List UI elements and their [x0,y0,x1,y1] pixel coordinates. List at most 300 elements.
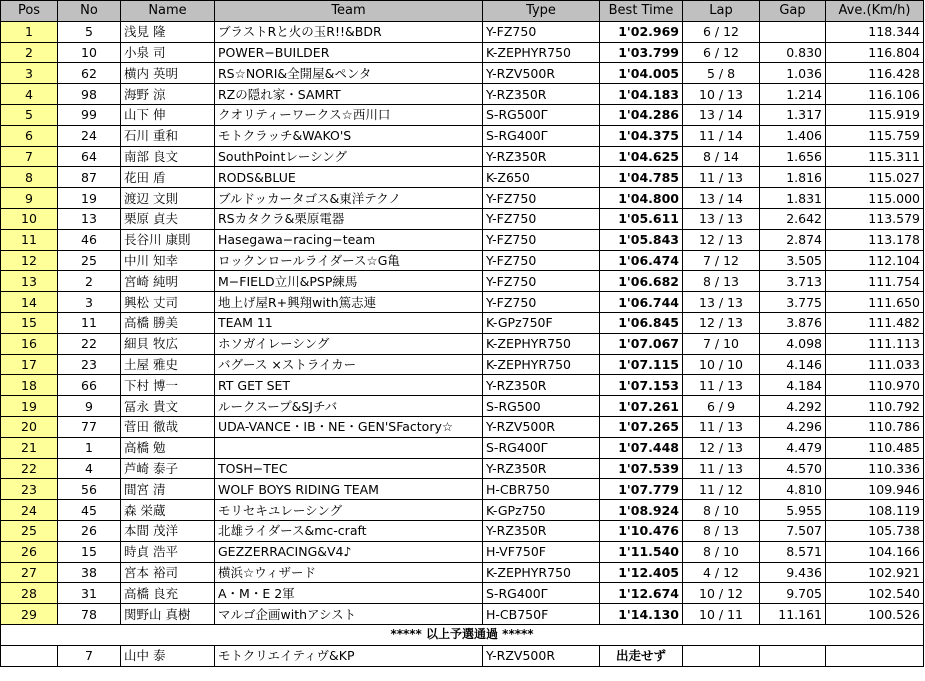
cell-pos: 26 [1,541,58,562]
cell-gap: 0.830 [760,42,826,63]
table-row [1,541,924,562]
cell-lap: 8 / 14 [683,146,760,167]
cell-gap: 11.161 [760,604,826,625]
cell-type: Y-FZ750 [483,250,600,271]
cell-gap: 3.876 [760,312,826,333]
table-row [1,354,924,375]
cell-team [215,437,483,458]
cell-pos: 3 [1,63,58,84]
cell-name: 横内 英明 [121,63,215,84]
cell-no: 2 [58,271,121,292]
cell-best: 1'04.785 [600,167,683,188]
cell-name: 高橋 良充 [121,583,215,604]
cell-best: 1'11.540 [600,541,683,562]
cell-team: ルークスープ&SJチバ [215,396,483,417]
cell-name: 本間 茂洋 [121,520,215,541]
table-row [1,271,924,292]
cell-ave: 110.970 [826,375,924,396]
cell-name: 南部 良文 [121,146,215,167]
separator-row [1,624,924,645]
cell-ave: 116.804 [826,42,924,63]
cell-ave: 111.113 [826,333,924,354]
qualified-separator: ***** 以上予選通過 ***** [1,624,924,645]
table-row [1,375,924,396]
cell-name: 高橋 勉 [121,437,215,458]
cell-ave: 102.540 [826,583,924,604]
cell-type: S-RG400Γ [483,583,600,604]
cell-pos: 8 [1,167,58,188]
cell-lap: 11 / 13 [683,375,760,396]
cell-team: M−FIELD立川&PSP練馬 [215,271,483,292]
cell-name: 土屋 雅史 [121,354,215,375]
cell-lap: 11 / 13 [683,167,760,188]
cell-lap: 6 / 12 [683,21,760,42]
cell-team: Hasegawa−racing−team [215,229,483,250]
cell-name: 渡辺 文則 [121,188,215,209]
cell-ave: 111.033 [826,354,924,375]
cell-pos: 13 [1,271,58,292]
cell-best: 1'04.375 [600,125,683,146]
cell-lap: 12 / 13 [683,312,760,333]
cell-best: 1'04.800 [600,188,683,209]
cell-name: 山下 伸 [121,104,215,125]
cell-team: A・M・E 2軍 [215,583,483,604]
header-pos: Pos [1,1,58,22]
cell-name: 時貞 浩平 [121,541,215,562]
cell-team: モトクリエイティヴ&KP [215,645,483,666]
cell-type: H-CB750F [483,604,600,625]
cell-type: H-VF750F [483,541,600,562]
cell-lap: 8 / 13 [683,520,760,541]
cell-pos [1,645,58,666]
cell-lap: 13 / 14 [683,188,760,209]
cell-gap: 1.214 [760,84,826,105]
cell-name: 芦崎 泰子 [121,458,215,479]
cell-type: K-Z650 [483,167,600,188]
cell-lap [683,645,760,666]
cell-team: RZの隠れ家・SAMRT [215,84,483,105]
cell-name: 花田 盾 [121,167,215,188]
cell-best: 1'07.539 [600,458,683,479]
cell-gap [760,21,826,42]
cell-ave: 108.119 [826,500,924,521]
cell-lap: 13 / 13 [683,208,760,229]
cell-lap: 4 / 12 [683,562,760,583]
cell-ave: 110.336 [826,458,924,479]
cell-gap: 4.479 [760,437,826,458]
cell-team: UDA-VANCE・IB・NE・GEN'SFactory☆ [215,416,483,437]
cell-status: 出走せず [600,645,683,666]
cell-gap: 4.098 [760,333,826,354]
cell-team: ロックンロールライダース☆G亀 [215,250,483,271]
results-body [1,21,924,624]
cell-name: 冨永 貴文 [121,396,215,417]
cell-name: 山中 泰 [121,645,215,666]
header-gap: Gap [760,1,826,22]
cell-gap: 4.810 [760,479,826,500]
cell-ave: 116.106 [826,84,924,105]
cell-pos: 10 [1,208,58,229]
cell-type: Y-RZ350R [483,146,600,167]
cell-type: K-ZEPHYR750 [483,333,600,354]
cell-lap: 7 / 10 [683,333,760,354]
cell-pos: 6 [1,125,58,146]
cell-pos: 25 [1,520,58,541]
cell-no: 66 [58,375,121,396]
table-row [1,333,924,354]
cell-no: 78 [58,604,121,625]
cell-ave: 112.104 [826,250,924,271]
cell-best: 1'10.476 [600,520,683,541]
cell-lap: 10 / 11 [683,604,760,625]
cell-best: 1'07.261 [600,396,683,417]
cell-name: 浅見 隆 [121,21,215,42]
cell-best: 1'14.130 [600,604,683,625]
cell-name: 間宮 清 [121,479,215,500]
cell-best: 1'04.005 [600,63,683,84]
cell-pos: 22 [1,458,58,479]
header-type: Type [483,1,600,22]
cell-gap: 9.705 [760,583,826,604]
cell-gap: 1.816 [760,167,826,188]
table-row [1,292,924,313]
cell-lap: 10 / 10 [683,354,760,375]
cell-team: モトクラッチ&WAKO'S [215,125,483,146]
cell-gap: 4.146 [760,354,826,375]
cell-type: Y-RZ350R [483,520,600,541]
cell-type: S-RG400Γ [483,125,600,146]
cell-type: Y-FZ750 [483,21,600,42]
cell-team: POWER−BUILDER [215,42,483,63]
cell-pos: 16 [1,333,58,354]
cell-type: S-RG500 [483,396,600,417]
cell-lap: 10 / 12 [683,583,760,604]
table-row [1,42,924,63]
cell-no: 13 [58,208,121,229]
cell-pos: 20 [1,416,58,437]
cell-pos: 9 [1,188,58,209]
cell-no: 98 [58,84,121,105]
cell-no: 22 [58,333,121,354]
cell-gap: 2.642 [760,208,826,229]
cell-name: 石川 重和 [121,125,215,146]
cell-gap: 1.317 [760,104,826,125]
cell-pos: 24 [1,500,58,521]
cell-best: 1'07.448 [600,437,683,458]
cell-best: 1'06.474 [600,250,683,271]
table-row [1,21,924,42]
table-row [1,84,924,105]
cell-team: TEAM 11 [215,312,483,333]
cell-ave: 115.027 [826,167,924,188]
cell-name: 中川 知幸 [121,250,215,271]
cell-gap: 4.296 [760,416,826,437]
cell-type: Y-RZ350R [483,458,600,479]
cell-team: 横浜☆ウィザード [215,562,483,583]
cell-best: 1'06.845 [600,312,683,333]
cell-pos: 11 [1,229,58,250]
cell-type: Y-FZ750 [483,188,600,209]
cell-lap: 11 / 14 [683,125,760,146]
cell-no: 3 [58,292,121,313]
table-row [1,125,924,146]
cell-type: S-RG400Γ [483,437,600,458]
cell-no: 77 [58,416,121,437]
cell-no: 24 [58,125,121,146]
cell-ave: 109.946 [826,479,924,500]
cell-gap: 5.955 [760,500,826,521]
cell-ave: 110.792 [826,396,924,417]
cell-best: 1'06.744 [600,292,683,313]
table-row [1,104,924,125]
cell-type: H-CBR750 [483,479,600,500]
cell-type: Y-FZ750 [483,208,600,229]
cell-no: 9 [58,396,121,417]
cell-ave: 104.166 [826,541,924,562]
cell-gap: 1.036 [760,63,826,84]
cell-gap: 8.571 [760,541,826,562]
cell-ave: 100.526 [826,604,924,625]
cell-no: 38 [58,562,121,583]
cell-gap: 1.831 [760,188,826,209]
cell-name: 森 栄蔵 [121,500,215,521]
cell-ave: 113.178 [826,229,924,250]
cell-team: バグース ×ストライカー [215,354,483,375]
header-best-time: Best Time [600,1,683,22]
cell-type: K-ZEPHYR750 [483,42,600,63]
cell-best: 1'05.843 [600,229,683,250]
cell-ave: 110.485 [826,437,924,458]
cell-gap: 1.406 [760,125,826,146]
cell-pos: 5 [1,104,58,125]
cell-team: SouthPointレーシング [215,146,483,167]
cell-no: 45 [58,500,121,521]
cell-gap: 3.505 [760,250,826,271]
table-row [1,167,924,188]
table-row [1,229,924,250]
cell-name: 長谷川 康則 [121,229,215,250]
cell-name: 高橋 勝美 [121,312,215,333]
cell-pos: 27 [1,562,58,583]
cell-no: 15 [58,541,121,562]
cell-name: 関野山 真樹 [121,604,215,625]
cell-team: クオリティーワークス☆西川口 [215,104,483,125]
table-row [1,312,924,333]
cell-best: 1'03.799 [600,42,683,63]
cell-name: 宮崎 純明 [121,271,215,292]
cell-team: 北雄ライダース&mc-craft [215,520,483,541]
header-row [1,1,924,22]
cell-lap: 10 / 13 [683,84,760,105]
cell-ave: 102.921 [826,562,924,583]
cell-type: Y-RZV500R [483,416,600,437]
cell-pos: 19 [1,396,58,417]
cell-lap: 8 / 10 [683,500,760,521]
cell-team: モリセキユレーシング [215,500,483,521]
cell-gap: 4.292 [760,396,826,417]
cell-name: 海野 涼 [121,84,215,105]
cell-no: 87 [58,167,121,188]
table-row [1,500,924,521]
cell-team: RSカタクラ&栗原電器 [215,208,483,229]
cell-pos: 12 [1,250,58,271]
table-row [1,250,924,271]
cell-team: ホソガイレーシング [215,333,483,354]
cell-type: Y-RZV500R [483,63,600,84]
cell-pos: 4 [1,84,58,105]
cell-type: Y-FZ750 [483,271,600,292]
cell-no: 25 [58,250,121,271]
cell-gap: 3.775 [760,292,826,313]
cell-name: 菅田 徹哉 [121,416,215,437]
cell-team: ブラストRと火の玉R!!&BDR [215,21,483,42]
cell-no: 26 [58,520,121,541]
cell-team: RT GET SET [215,375,483,396]
cell-type: Y-RZ350R [483,375,600,396]
cell-best: 1'04.183 [600,84,683,105]
cell-no: 19 [58,188,121,209]
cell-name: 小泉 司 [121,42,215,63]
table-row [1,188,924,209]
table-row [1,208,924,229]
cell-name: 興松 丈司 [121,292,215,313]
cell-type: K-GPz750 [483,500,600,521]
cell-type: Y-FZ750 [483,292,600,313]
cell-no: 5 [58,21,121,42]
cell-best: 1'05.611 [600,208,683,229]
cell-ave: 115.919 [826,104,924,125]
cell-type: K-ZEPHYR750 [483,562,600,583]
cell-best: 1'08.924 [600,500,683,521]
cell-gap: 4.570 [760,458,826,479]
cell-no: 1 [58,437,121,458]
cell-no: 4 [58,458,121,479]
cell-lap: 13 / 13 [683,292,760,313]
cell-no: 7 [58,645,121,666]
cell-no: 64 [58,146,121,167]
cell-no: 10 [58,42,121,63]
cell-lap: 13 / 14 [683,104,760,125]
cell-ave: 111.754 [826,271,924,292]
cell-pos: 18 [1,375,58,396]
cell-team: マルゴ企画withアシスト [215,604,483,625]
cell-ave: 115.759 [826,125,924,146]
cell-ave: 111.482 [826,312,924,333]
cell-gap: 7.507 [760,520,826,541]
cell-lap: 7 / 12 [683,250,760,271]
cell-best: 1'12.674 [600,583,683,604]
cell-type: Y-FZ750 [483,229,600,250]
cell-name: 栗原 貞夫 [121,208,215,229]
cell-type: K-ZEPHYR750 [483,354,600,375]
table-row [1,583,924,604]
table-row [1,604,924,625]
cell-pos: 7 [1,146,58,167]
table-row [1,146,924,167]
cell-type: Y-RZ350R [483,84,600,105]
cell-team: RODS&BLUE [215,167,483,188]
dns-row [1,645,924,666]
cell-best: 1'06.682 [600,271,683,292]
cell-pos: 2 [1,42,58,63]
cell-no: 11 [58,312,121,333]
cell-best: 1'02.969 [600,21,683,42]
cell-ave: 110.786 [826,416,924,437]
cell-lap: 8 / 13 [683,271,760,292]
cell-name: 下村 博一 [121,375,215,396]
cell-no: 46 [58,229,121,250]
cell-lap: 6 / 9 [683,396,760,417]
cell-lap: 12 / 13 [683,437,760,458]
header-ave: Ave.(Km/h) [826,1,924,22]
cell-ave: 116.428 [826,63,924,84]
cell-type: K-GPz750F [483,312,600,333]
cell-gap: 2.874 [760,229,826,250]
cell-pos: 1 [1,21,58,42]
cell-team: ブルドッカータゴス&東洋テクノ [215,188,483,209]
cell-type: Y-RZV500R [483,645,600,666]
cell-pos: 15 [1,312,58,333]
table-row [1,63,924,84]
cell-team: 地上げ屋R+興翔with篤志連 [215,292,483,313]
cell-pos: 23 [1,479,58,500]
cell-name: 宮本 裕司 [121,562,215,583]
cell-type: S-RG500Γ [483,104,600,125]
cell-best: 1'04.286 [600,104,683,125]
table-row [1,437,924,458]
header-lap: Lap [683,1,760,22]
cell-lap: 11 / 12 [683,479,760,500]
cell-team: TOSH−TEC [215,458,483,479]
cell-no: 23 [58,354,121,375]
header-no: No [58,1,121,22]
cell-ave: 113.579 [826,208,924,229]
cell-lap: 5 / 8 [683,63,760,84]
table-row [1,479,924,500]
cell-team: GEZZERRACING&V4♪ [215,541,483,562]
table-row [1,520,924,541]
cell-ave: 118.344 [826,21,924,42]
cell-no: 62 [58,63,121,84]
cell-best: 1'07.265 [600,416,683,437]
cell-lap: 6 / 12 [683,42,760,63]
cell-gap: 9.436 [760,562,826,583]
table-row [1,562,924,583]
cell-ave: 115.000 [826,188,924,209]
cell-gap: 3.713 [760,271,826,292]
cell-pos: 17 [1,354,58,375]
cell-lap: 8 / 10 [683,541,760,562]
cell-pos: 21 [1,437,58,458]
cell-team: RS☆NORI&全開屋&ペンタ [215,63,483,84]
cell-pos: 29 [1,604,58,625]
cell-ave: 115.311 [826,146,924,167]
cell-best: 1'07.153 [600,375,683,396]
table-row [1,458,924,479]
cell-no: 56 [58,479,121,500]
cell-pos: 28 [1,583,58,604]
cell-name: 細貝 牧広 [121,333,215,354]
cell-team: WOLF BOYS RIDING TEAM [215,479,483,500]
cell-pos: 14 [1,292,58,313]
cell-gap: 1.656 [760,146,826,167]
cell-best: 1'07.067 [600,333,683,354]
cell-best: 1'07.779 [600,479,683,500]
cell-ave: 105.738 [826,520,924,541]
table-row [1,396,924,417]
cell-best: 1'07.115 [600,354,683,375]
header-team: Team [215,1,483,22]
